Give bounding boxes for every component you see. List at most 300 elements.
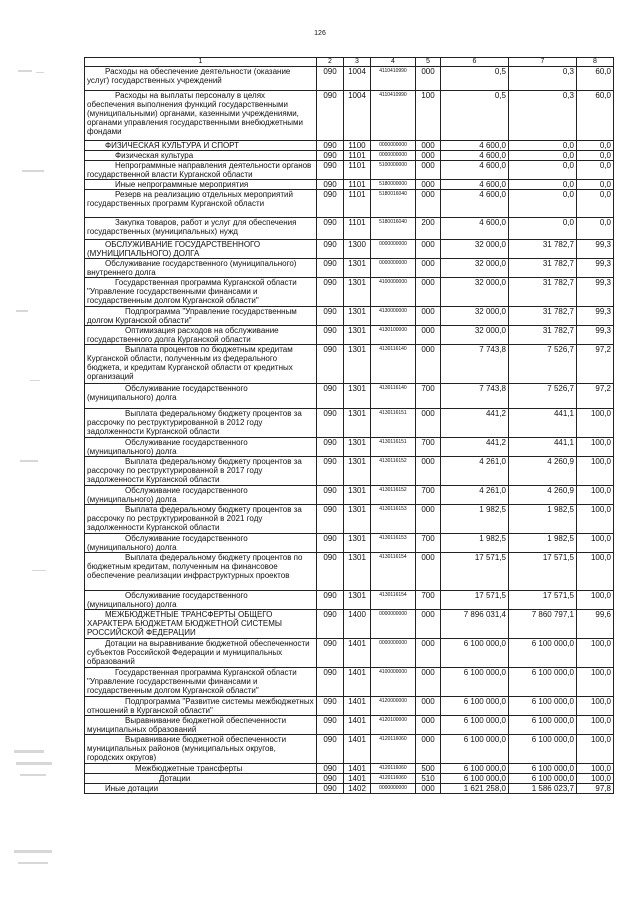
cell-target-article: 0000000000 bbox=[371, 259, 416, 278]
row-name: Непрограммные направления деятельности органов государственной власти Курганской области bbox=[85, 161, 317, 180]
row-name: Обслуживание государственного (муниципального) долга bbox=[85, 534, 317, 553]
cell-percent: 99,3 bbox=[577, 240, 614, 259]
cell-razdel: 1301 bbox=[344, 259, 371, 278]
cell-target-article: 4110410990 bbox=[371, 67, 416, 91]
cell-razdel: 1300 bbox=[344, 240, 371, 259]
cell-fact: 1 982,5 bbox=[509, 505, 577, 534]
cell-expense-type: 000 bbox=[416, 457, 441, 486]
cell-glava: 090 bbox=[317, 457, 344, 486]
cell-razdel: 1101 bbox=[344, 161, 371, 180]
cell-target-article: 4130116140 bbox=[371, 345, 416, 384]
row-name: Иные дотации bbox=[85, 784, 317, 794]
cell-plan: 32 000,0 bbox=[441, 278, 509, 307]
cell-percent: 100,0 bbox=[577, 486, 614, 505]
cell-fact: 4 260,9 bbox=[509, 457, 577, 486]
cell-plan: 32 000,0 bbox=[441, 307, 509, 326]
table-row bbox=[85, 438, 614, 457]
table-row bbox=[85, 190, 614, 218]
table-body bbox=[85, 67, 614, 794]
cell-fact: 7 860 797,1 bbox=[509, 610, 577, 639]
row-name: ОБСЛУЖИВАНИЕ ГОСУДАРСТВЕННОГО (МУНИЦИПАЛЬНОГО) ДОЛГА bbox=[85, 240, 317, 259]
cell-target-article: 4120116060 bbox=[371, 774, 416, 784]
cell-razdel: 1004 bbox=[344, 67, 371, 91]
cell-plan: 0,5 bbox=[441, 67, 509, 91]
column-number: 3 bbox=[344, 58, 371, 67]
table-row bbox=[85, 259, 614, 278]
cell-expense-type: 000 bbox=[416, 409, 441, 438]
cell-fact: 31 782,7 bbox=[509, 278, 577, 307]
cell-target-article: 4130116140 bbox=[371, 384, 416, 409]
table-row bbox=[85, 774, 614, 784]
cell-target-article: 0000000000 bbox=[371, 240, 416, 259]
row-name: Выплата процентов по бюджетным кредитам Курганской области, полученным из федерального бюджета, и кредитам Курганской области от кредитных организаций bbox=[85, 345, 317, 384]
cell-razdel: 1301 bbox=[344, 307, 371, 326]
cell-percent: 0,0 bbox=[577, 180, 614, 190]
cell-glava: 090 bbox=[317, 161, 344, 180]
cell-target-article: 4130116153 bbox=[371, 505, 416, 534]
cell-glava: 090 bbox=[317, 278, 344, 307]
cell-percent: 0,0 bbox=[577, 141, 614, 151]
cell-glava: 090 bbox=[317, 774, 344, 784]
cell-plan: 1 621 258,0 bbox=[441, 784, 509, 794]
cell-razdel: 1301 bbox=[344, 486, 371, 505]
cell-fact: 6 100 000,0 bbox=[509, 764, 577, 774]
cell-razdel: 1301 bbox=[344, 278, 371, 307]
cell-percent: 60,0 bbox=[577, 67, 614, 91]
cell-fact: 31 782,7 bbox=[509, 240, 577, 259]
cell-target-article: 5180016040 bbox=[371, 190, 416, 218]
cell-fact: 31 782,7 bbox=[509, 307, 577, 326]
table-row bbox=[85, 610, 614, 639]
cell-razdel: 1101 bbox=[344, 190, 371, 218]
cell-plan: 4 600,0 bbox=[441, 141, 509, 151]
cell-plan: 6 100 000,0 bbox=[441, 697, 509, 716]
cell-expense-type: 000 bbox=[416, 326, 441, 345]
cell-fact: 31 782,7 bbox=[509, 326, 577, 345]
cell-fact: 17 571,5 bbox=[509, 553, 577, 591]
cell-razdel: 1402 bbox=[344, 784, 371, 794]
cell-expense-type: 000 bbox=[416, 278, 441, 307]
table-row bbox=[85, 784, 614, 794]
cell-fact: 441,1 bbox=[509, 409, 577, 438]
cell-expense-type: 200 bbox=[416, 218, 441, 240]
cell-glava: 090 bbox=[317, 190, 344, 218]
cell-target-article: 4120116060 bbox=[371, 764, 416, 774]
cell-percent: 97,8 bbox=[577, 784, 614, 794]
row-name: Иные непрограммные мероприятия bbox=[85, 180, 317, 190]
cell-plan: 6 100 000,0 bbox=[441, 639, 509, 668]
cell-plan: 1 982,5 bbox=[441, 534, 509, 553]
column-number: 7 bbox=[509, 58, 577, 67]
cell-target-article: 4130116152 bbox=[371, 486, 416, 505]
cell-target-article: 5180016040 bbox=[371, 218, 416, 240]
cell-glava: 090 bbox=[317, 610, 344, 639]
cell-expense-type: 000 bbox=[416, 716, 441, 735]
cell-plan: 6 100 000,0 bbox=[441, 764, 509, 774]
cell-plan: 441,2 bbox=[441, 438, 509, 457]
cell-percent: 60,0 bbox=[577, 91, 614, 141]
cell-percent: 0,0 bbox=[577, 218, 614, 240]
cell-expense-type: 000 bbox=[416, 151, 441, 161]
cell-target-article: 0000000000 bbox=[371, 141, 416, 151]
scan-noise-left bbox=[12, 50, 60, 880]
cell-glava: 090 bbox=[317, 240, 344, 259]
cell-target-article: 4120000000 bbox=[371, 697, 416, 716]
table-row bbox=[85, 553, 614, 591]
cell-razdel: 1301 bbox=[344, 326, 371, 345]
cell-target-article: 0000000000 bbox=[371, 151, 416, 161]
cell-fact: 17 571,5 bbox=[509, 591, 577, 610]
row-name: Выплата федеральному бюджету процентов за рассрочку по реструктурированной в 2017 году задолженности Курганской области bbox=[85, 457, 317, 486]
cell-target-article: 5100000000 bbox=[371, 161, 416, 180]
cell-glava: 090 bbox=[317, 505, 344, 534]
row-name: Дотации bbox=[85, 774, 317, 784]
cell-glava: 090 bbox=[317, 438, 344, 457]
cell-fact: 1 982,5 bbox=[509, 534, 577, 553]
cell-razdel: 1401 bbox=[344, 716, 371, 735]
cell-plan: 7 743,8 bbox=[441, 384, 509, 409]
cell-target-article: 4130116154 bbox=[371, 553, 416, 591]
row-name: Дотации на выравнивание бюджетной обеспеченности субъектов Российской Федерации и муниципальных образований bbox=[85, 639, 317, 668]
cell-plan: 32 000,0 bbox=[441, 326, 509, 345]
cell-razdel: 1101 bbox=[344, 218, 371, 240]
cell-glava: 090 bbox=[317, 697, 344, 716]
row-name: Расходы на обеспечение деятельности (оказание услуг) государственных учреждений bbox=[85, 67, 317, 91]
table-row bbox=[85, 141, 614, 151]
cell-razdel: 1301 bbox=[344, 505, 371, 534]
cell-glava: 090 bbox=[317, 151, 344, 161]
cell-percent: 97,2 bbox=[577, 384, 614, 409]
column-number: 4 bbox=[371, 58, 416, 67]
cell-expense-type: 000 bbox=[416, 639, 441, 668]
cell-percent: 99,3 bbox=[577, 259, 614, 278]
cell-razdel: 1400 bbox=[344, 610, 371, 639]
cell-glava: 090 bbox=[317, 409, 344, 438]
cell-target-article: 4130116154 bbox=[371, 591, 416, 610]
cell-target-article: 4130116151 bbox=[371, 438, 416, 457]
budget-table bbox=[84, 57, 614, 794]
cell-percent: 100,0 bbox=[577, 639, 614, 668]
cell-razdel: 1401 bbox=[344, 764, 371, 774]
column-number: 2 bbox=[317, 58, 344, 67]
table-row bbox=[85, 486, 614, 505]
cell-fact: 0,0 bbox=[509, 180, 577, 190]
cell-razdel: 1301 bbox=[344, 409, 371, 438]
row-name: Обслуживание государственного (муниципального) долга bbox=[85, 384, 317, 409]
cell-expense-type: 000 bbox=[416, 668, 441, 697]
cell-percent: 100,0 bbox=[577, 697, 614, 716]
cell-fact: 6 100 000,0 bbox=[509, 716, 577, 735]
cell-razdel: 1004 bbox=[344, 91, 371, 141]
cell-razdel: 1301 bbox=[344, 591, 371, 610]
table-row bbox=[85, 307, 614, 326]
cell-glava: 090 bbox=[317, 384, 344, 409]
table-row bbox=[85, 218, 614, 240]
cell-percent: 100,0 bbox=[577, 735, 614, 764]
cell-percent: 0,0 bbox=[577, 190, 614, 218]
table-row bbox=[85, 180, 614, 190]
cell-razdel: 1401 bbox=[344, 668, 371, 697]
cell-plan: 4 261,0 bbox=[441, 457, 509, 486]
cell-glava: 090 bbox=[317, 326, 344, 345]
cell-fact: 6 100 000,0 bbox=[509, 639, 577, 668]
cell-glava: 090 bbox=[317, 764, 344, 774]
cell-razdel: 1101 bbox=[344, 180, 371, 190]
cell-expense-type: 510 bbox=[416, 774, 441, 784]
cell-plan: 441,2 bbox=[441, 409, 509, 438]
cell-target-article: 4130116151 bbox=[371, 409, 416, 438]
row-name: Резерв на реализацию отдельных мероприятий государственных программ Курганской области bbox=[85, 190, 317, 218]
table-row bbox=[85, 278, 614, 307]
column-number: 6 bbox=[441, 58, 509, 67]
cell-expense-type: 700 bbox=[416, 486, 441, 505]
cell-target-article: 4130100000 bbox=[371, 326, 416, 345]
cell-target-article: 0000000000 bbox=[371, 784, 416, 794]
cell-glava: 090 bbox=[317, 591, 344, 610]
cell-fact: 0,0 bbox=[509, 141, 577, 151]
cell-percent: 100,0 bbox=[577, 409, 614, 438]
row-name: Подпрограмма "Развитие системы межбюджетных отношений в Курганской области" bbox=[85, 697, 317, 716]
cell-plan: 4 600,0 bbox=[441, 190, 509, 218]
cell-glava: 090 bbox=[317, 553, 344, 591]
cell-razdel: 1301 bbox=[344, 534, 371, 553]
cell-razdel: 1301 bbox=[344, 553, 371, 591]
cell-fact: 7 526,7 bbox=[509, 384, 577, 409]
cell-glava: 090 bbox=[317, 67, 344, 91]
cell-razdel: 1401 bbox=[344, 735, 371, 764]
cell-target-article: 4110410990 bbox=[371, 91, 416, 141]
cell-fact: 6 100 000,0 bbox=[509, 774, 577, 784]
cell-percent: 100,0 bbox=[577, 668, 614, 697]
column-number: 8 bbox=[577, 58, 614, 67]
cell-glava: 090 bbox=[317, 91, 344, 141]
cell-percent: 99,3 bbox=[577, 326, 614, 345]
row-name: Государственная программа Курганской области "Управление государственными финансами и государственным долгом Курганской области" bbox=[85, 668, 317, 697]
column-number: 1 bbox=[85, 58, 317, 67]
cell-glava: 090 bbox=[317, 486, 344, 505]
cell-razdel: 1101 bbox=[344, 151, 371, 161]
cell-plan: 4 600,0 bbox=[441, 218, 509, 240]
page-number: 126 bbox=[314, 30, 326, 37]
cell-expense-type: 000 bbox=[416, 610, 441, 639]
cell-percent: 100,0 bbox=[577, 457, 614, 486]
cell-expense-type: 000 bbox=[416, 259, 441, 278]
cell-target-article: 4130000000 bbox=[371, 307, 416, 326]
cell-percent: 0,0 bbox=[577, 151, 614, 161]
row-name: Выравнивание бюджетной обеспеченности муниципальных районов (муниципальных округов, городских округов) bbox=[85, 735, 317, 764]
cell-expense-type: 000 bbox=[416, 553, 441, 591]
cell-fact: 6 100 000,0 bbox=[509, 697, 577, 716]
cell-expense-type: 000 bbox=[416, 190, 441, 218]
table-row bbox=[85, 457, 614, 486]
cell-glava: 090 bbox=[317, 534, 344, 553]
cell-glava: 090 bbox=[317, 668, 344, 697]
cell-expense-type: 000 bbox=[416, 161, 441, 180]
row-name: Межбюджетные трансферты bbox=[85, 764, 317, 774]
cell-glava: 090 bbox=[317, 735, 344, 764]
cell-target-article: 4100000000 bbox=[371, 278, 416, 307]
table-row bbox=[85, 409, 614, 438]
cell-plan: 17 571,5 bbox=[441, 591, 509, 610]
cell-percent: 99,3 bbox=[577, 278, 614, 307]
cell-percent: 100,0 bbox=[577, 534, 614, 553]
table-row bbox=[85, 764, 614, 774]
cell-percent: 99,6 bbox=[577, 610, 614, 639]
cell-expense-type: 000 bbox=[416, 307, 441, 326]
cell-plan: 32 000,0 bbox=[441, 240, 509, 259]
row-name: Подпрограмма "Управление государственным долгом Курганской области" bbox=[85, 307, 317, 326]
cell-fact: 7 526,7 bbox=[509, 345, 577, 384]
cell-plan: 32 000,0 bbox=[441, 259, 509, 278]
table-row bbox=[85, 668, 614, 697]
cell-expense-type: 000 bbox=[416, 141, 441, 151]
cell-razdel: 1301 bbox=[344, 438, 371, 457]
cell-fact: 0,3 bbox=[509, 91, 577, 141]
cell-expense-type: 700 bbox=[416, 438, 441, 457]
row-name: Обслуживание государственного (муниципального) долга bbox=[85, 591, 317, 610]
cell-fact: 6 100 000,0 bbox=[509, 735, 577, 764]
cell-target-article: 4120100000 bbox=[371, 716, 416, 735]
cell-expense-type: 500 bbox=[416, 764, 441, 774]
row-name: Обслуживание государственного (муниципального) долга bbox=[85, 438, 317, 457]
cell-plan: 17 571,5 bbox=[441, 553, 509, 591]
cell-plan: 4 600,0 bbox=[441, 151, 509, 161]
cell-plan: 6 100 000,0 bbox=[441, 735, 509, 764]
table-row bbox=[85, 697, 614, 716]
cell-target-article: 4100000000 bbox=[371, 668, 416, 697]
cell-razdel: 1301 bbox=[344, 345, 371, 384]
cell-glava: 090 bbox=[317, 218, 344, 240]
cell-fact: 1 586 023,7 bbox=[509, 784, 577, 794]
cell-percent: 100,0 bbox=[577, 505, 614, 534]
cell-glava: 090 bbox=[317, 784, 344, 794]
cell-fact: 441,1 bbox=[509, 438, 577, 457]
row-name: Физическая культура bbox=[85, 151, 317, 161]
cell-percent: 100,0 bbox=[577, 591, 614, 610]
cell-expense-type: 000 bbox=[416, 345, 441, 384]
cell-percent: 100,0 bbox=[577, 774, 614, 784]
cell-razdel: 1401 bbox=[344, 774, 371, 784]
table-row bbox=[85, 67, 614, 91]
row-name: Государственная программа Курганской области "Управление государственными финансами и государственным долгом Курганской области" bbox=[85, 278, 317, 307]
cell-target-article: 4130116153 bbox=[371, 534, 416, 553]
cell-expense-type: 000 bbox=[416, 505, 441, 534]
column-number-row bbox=[85, 58, 614, 67]
cell-plan: 6 100 000,0 bbox=[441, 716, 509, 735]
cell-expense-type: 000 bbox=[416, 180, 441, 190]
cell-expense-type: 000 bbox=[416, 67, 441, 91]
row-name: Обслуживание государственного (муниципального) долга bbox=[85, 486, 317, 505]
table-row bbox=[85, 716, 614, 735]
row-name: Выплата федеральному бюджету процентов за рассрочку по реструктурированной в 2012 году задолженности Курганской области bbox=[85, 409, 317, 438]
cell-expense-type: 000 bbox=[416, 697, 441, 716]
cell-plan: 4 600,0 bbox=[441, 161, 509, 180]
cell-percent: 100,0 bbox=[577, 553, 614, 591]
row-name: Обслуживание государственного (муниципального) внутреннего долга bbox=[85, 259, 317, 278]
table-row bbox=[85, 534, 614, 553]
table-row bbox=[85, 161, 614, 180]
cell-glava: 090 bbox=[317, 141, 344, 151]
cell-plan: 7 896 031,4 bbox=[441, 610, 509, 639]
row-name: Выплата федеральному бюджету процентов по бюджетным кредитам, полученным на финансовое обеспечение реализации инфраструктурных проектов bbox=[85, 553, 317, 591]
cell-razdel: 1301 bbox=[344, 384, 371, 409]
table-row bbox=[85, 345, 614, 384]
cell-percent: 99,3 bbox=[577, 307, 614, 326]
cell-fact: 0,0 bbox=[509, 161, 577, 180]
cell-razdel: 1100 bbox=[344, 141, 371, 151]
table-row bbox=[85, 639, 614, 668]
cell-percent: 100,0 bbox=[577, 764, 614, 774]
cell-target-article: 4120116060 bbox=[371, 735, 416, 764]
cell-razdel: 1401 bbox=[344, 639, 371, 668]
cell-glava: 090 bbox=[317, 307, 344, 326]
table-row bbox=[85, 151, 614, 161]
cell-fact: 0,0 bbox=[509, 218, 577, 240]
cell-glava: 090 bbox=[317, 716, 344, 735]
cell-percent: 97,2 bbox=[577, 345, 614, 384]
table-row bbox=[85, 735, 614, 764]
table-row bbox=[85, 384, 614, 409]
cell-target-article: 0000000000 bbox=[371, 639, 416, 668]
cell-razdel: 1301 bbox=[344, 457, 371, 486]
cell-razdel: 1401 bbox=[344, 697, 371, 716]
row-name: ФИЗИЧЕСКАЯ КУЛЬТУРА И СПОРТ bbox=[85, 141, 317, 151]
cell-fact: 0,0 bbox=[509, 190, 577, 218]
row-name: Закупка товаров, работ и услуг для обеспечения государственных (муниципальных) нужд bbox=[85, 218, 317, 240]
cell-glava: 090 bbox=[317, 180, 344, 190]
cell-plan: 6 100 000,0 bbox=[441, 774, 509, 784]
row-name: Выравнивание бюджетной обеспеченности муниципальных образований bbox=[85, 716, 317, 735]
cell-glava: 090 bbox=[317, 345, 344, 384]
cell-plan: 4 261,0 bbox=[441, 486, 509, 505]
cell-expense-type: 700 bbox=[416, 534, 441, 553]
cell-percent: 100,0 bbox=[577, 716, 614, 735]
cell-expense-type: 000 bbox=[416, 784, 441, 794]
cell-expense-type: 000 bbox=[416, 735, 441, 764]
row-name: Оптимизация расходов на обслуживание государственного долга Курганской области bbox=[85, 326, 317, 345]
table-row bbox=[85, 91, 614, 141]
cell-glava: 090 bbox=[317, 259, 344, 278]
cell-fact: 0,0 bbox=[509, 151, 577, 161]
row-name: Выплата федеральному бюджету процентов за рассрочку по реструктурированной в 2021 году задолженности Курганской области bbox=[85, 505, 317, 534]
cell-fact: 31 782,7 bbox=[509, 259, 577, 278]
row-name: МЕЖБЮДЖЕТНЫЕ ТРАНСФЕРТЫ ОБЩЕГО ХАРАКТЕРА БЮДЖЕТАМ БЮДЖЕТНОЙ СИСТЕМЫ РОССИЙСКОЙ ФЕДЕРАЦИИ bbox=[85, 610, 317, 639]
table-row bbox=[85, 240, 614, 259]
cell-glava: 090 bbox=[317, 639, 344, 668]
cell-percent: 100,0 bbox=[577, 438, 614, 457]
row-name: Расходы на выплаты персоналу в целях обеспечения выполнения функций государственными (муниципальными) органами, казенными учреждениями, органами управления государственными внебюджетными фондами bbox=[85, 91, 317, 141]
cell-target-article: 4130116152 bbox=[371, 457, 416, 486]
cell-target-article: 0000000000 bbox=[371, 610, 416, 639]
cell-plan: 6 100 000,0 bbox=[441, 668, 509, 697]
cell-target-article: 5180000000 bbox=[371, 180, 416, 190]
cell-expense-type: 000 bbox=[416, 240, 441, 259]
cell-fact: 4 260,9 bbox=[509, 486, 577, 505]
cell-expense-type: 100 bbox=[416, 91, 441, 141]
cell-expense-type: 700 bbox=[416, 591, 441, 610]
cell-fact: 0,3 bbox=[509, 67, 577, 91]
table-row bbox=[85, 326, 614, 345]
table-row bbox=[85, 591, 614, 610]
cell-plan: 4 600,0 bbox=[441, 180, 509, 190]
cell-plan: 7 743,8 bbox=[441, 345, 509, 384]
cell-percent: 0,0 bbox=[577, 161, 614, 180]
table-row bbox=[85, 505, 614, 534]
cell-plan: 0,5 bbox=[441, 91, 509, 141]
cell-plan: 1 982,5 bbox=[441, 505, 509, 534]
cell-fact: 6 100 000,0 bbox=[509, 668, 577, 697]
cell-expense-type: 700 bbox=[416, 384, 441, 409]
